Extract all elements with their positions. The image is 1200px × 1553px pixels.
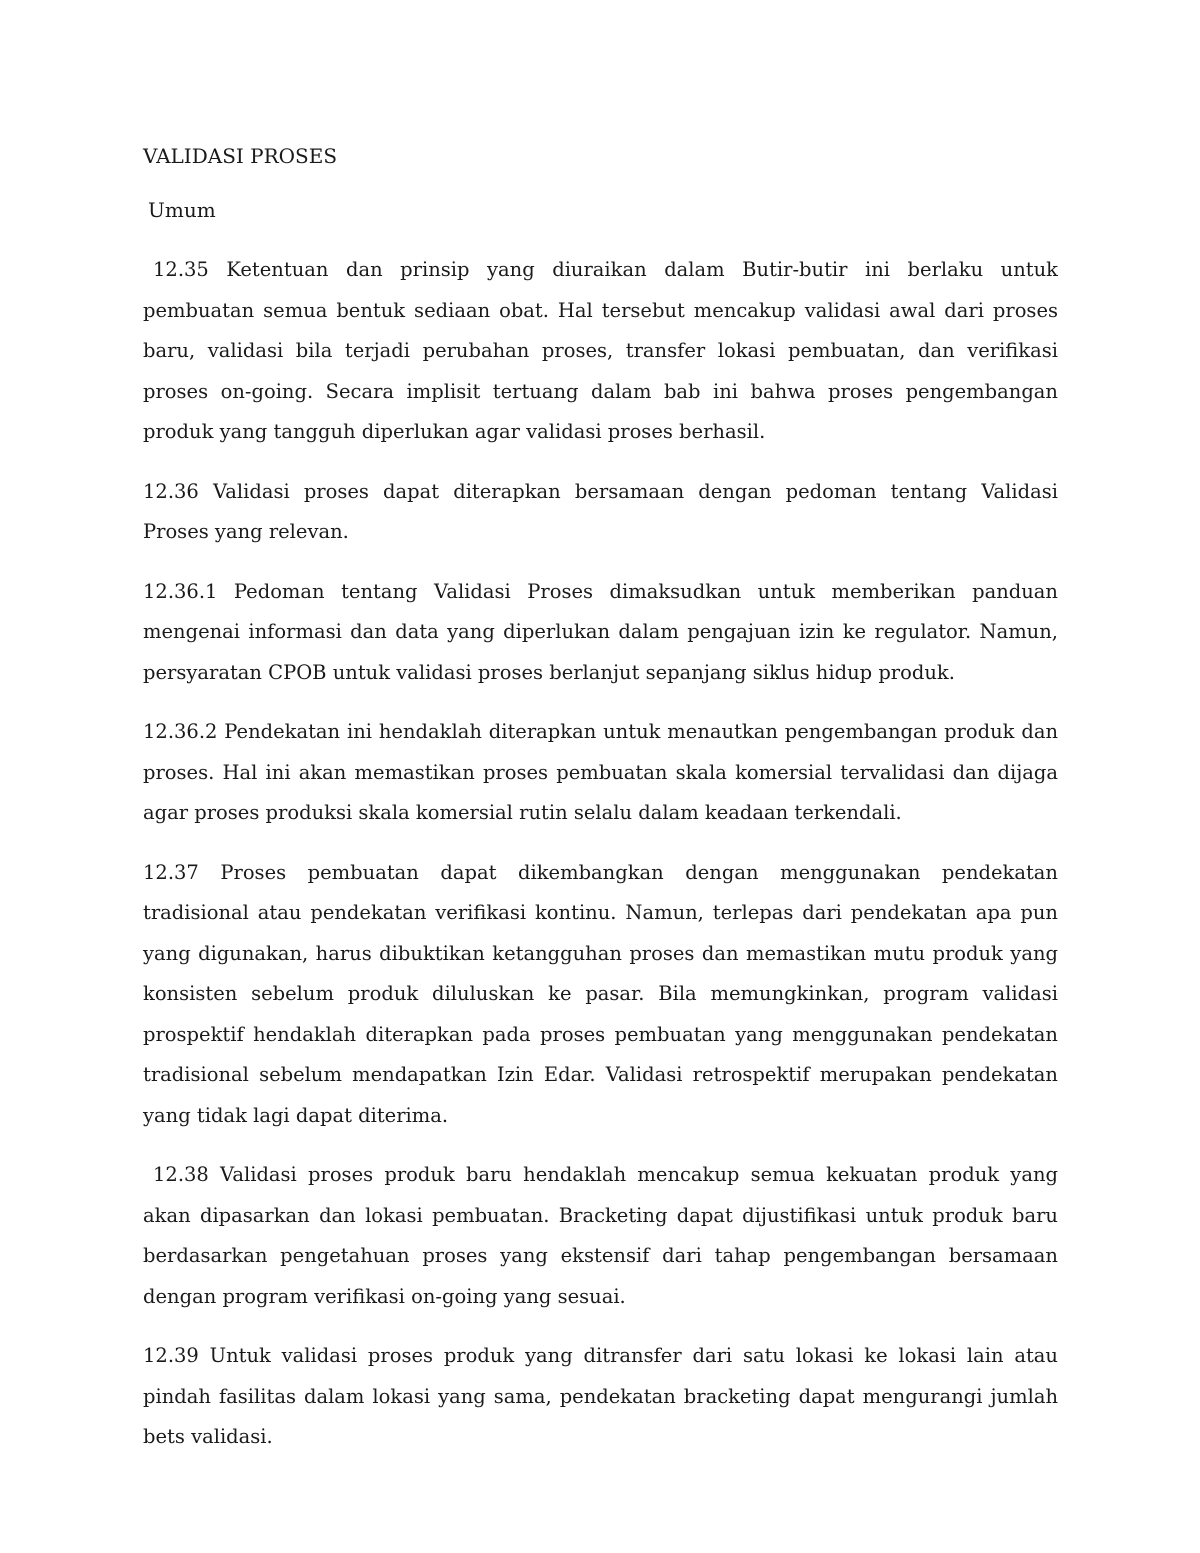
- paragraph-12-39: 12.39 Untuk validasi proses produk yang ditransfer dari satu lokasi ke lokasi lain atau pindah fasilitas dalam lokasi yang sama, pendekatan bracketing dapat mengurangi jumlah bets validasi.: [143, 1344, 1058, 1448]
- paragraph-12-36-2: 12.36.2 Pendekatan ini hendaklah diterapkan untuk menautkan pengembangan produk dan proses. Hal ini akan memastikan proses pembuatan skala komersial tervalidasi dan dijaga agar proses produksi skala komersial rutin selalu dalam keadaan terkendali.: [143, 720, 1058, 824]
- paragraph-12-35: 12.35 Ketentuan dan prinsip yang diuraikan dalam Butir-butir ini berlaku untuk pembuatan semua bentuk sediaan obat. Hal tersebut mencakup validasi awal dari proses baru, validasi bila terjadi perubahan proses, transfer lokasi pembuatan, dan verifikasi proses on-going. Secara implisit tertuang dalam bab ini bahwa proses pengembangan produk yang tangguh diperlukan agar validasi proses berhasil.: [143, 258, 1058, 443]
- document-title: VALIDASI PROSES: [143, 144, 338, 168]
- paragraph-12-36: 12.36 Validasi proses dapat diterapkan bersamaan dengan pedoman tentang Validasi Proses yang relevan.: [143, 479, 1058, 543]
- paragraph-12-36-1: 12.36.1 Pedoman tentang Validasi Proses dimaksudkan untuk memberikan panduan mengenai informasi dan data yang diperlukan dalam pengajuan izin ke regulator. Namun, persyaratan CPOB untuk validasi proses berlanjut sepanjang siklus hidup produk.: [143, 579, 1058, 684]
- document-body: [143, 140, 1058, 1477]
- section-heading: Umum: [148, 198, 216, 222]
- paragraph-12-37: 12.37 Proses pembuatan dapat dikembangkan dengan menggunakan pendekatan tradisional atau pendekatan verifikasi kontinu. Namun, terlepas dari pendekatan apa pun yang digunakan, harus dibuktikan ketangguhan proses dan memastikan mutu produk yang konsisten sebelum produk diluluskan ke pasar. Bila memungkinkan, program validasi prospektif hendaklah diterapkan pada proses pembuatan yang menggunakan pendekatan tradisional sebelum mendapatkan Izin Edar. Validasi retrospektif merupakan pendekatan yang tidak lagi dapat diterima.: [143, 860, 1058, 1127]
- paragraph-12-38: 12.38 Validasi proses produk baru hendaklah mencakup semua kekuatan produk yang akan dipasarkan dan lokasi pembuatan. Bracketing dapat dijustifikasi untuk produk baru berdasarkan pengetahuan proses yang ekstensif dari tahap pengembangan bersamaan dengan program verifikasi on-going yang sesuai.: [143, 1163, 1058, 1308]
